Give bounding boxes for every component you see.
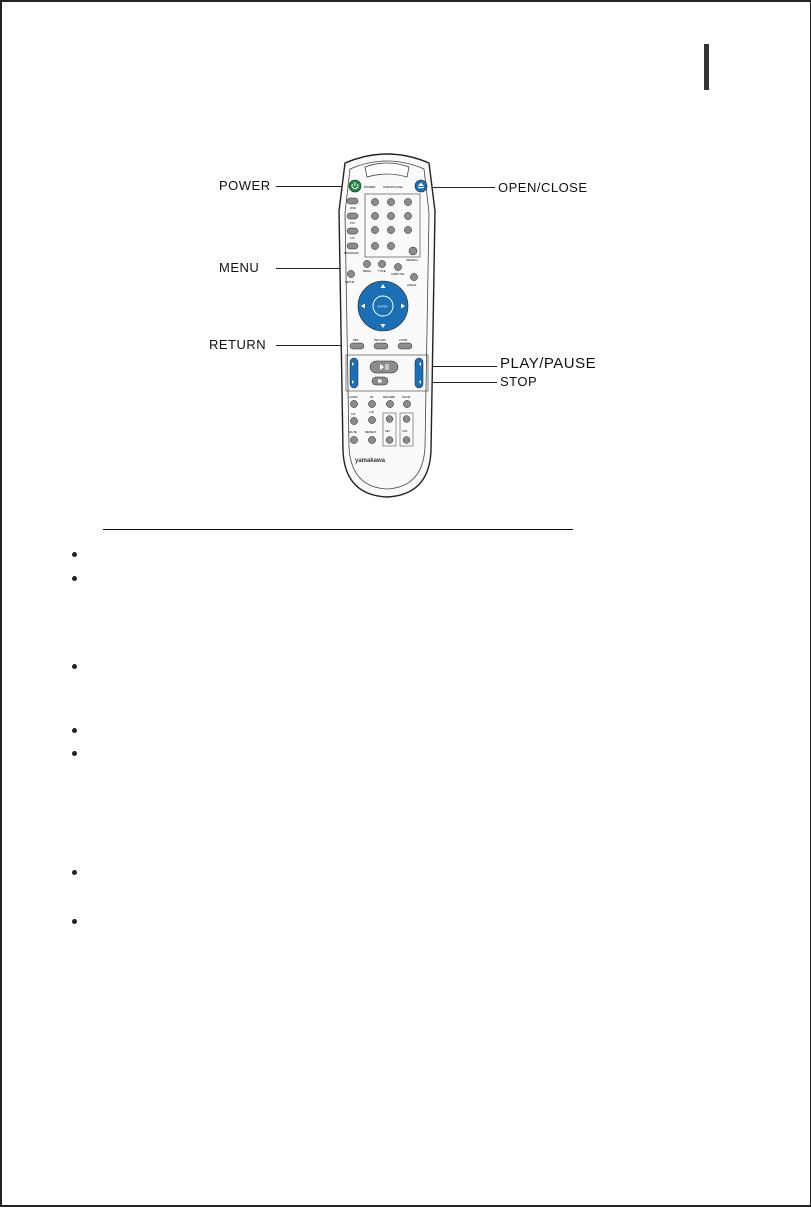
next-forward-button (415, 358, 423, 388)
repeat-label: REPEAT (365, 430, 376, 434)
mute-label: MUTE (349, 430, 357, 434)
top-border (0, 0, 810, 2)
remote-control-illustration (335, 151, 439, 499)
search-button (409, 247, 417, 255)
menu-button (363, 260, 370, 267)
title-label: TITLE (378, 269, 386, 273)
osd-button (347, 198, 358, 204)
callout-open-close: OPEN/CLOSE (498, 180, 588, 195)
audio-label: AUDIO (349, 395, 358, 399)
resume-label: RESUME (383, 395, 395, 399)
setup-label: SETUP (345, 280, 355, 284)
subtitle-label: SUBTITLE (391, 272, 405, 276)
bullet-marker (72, 576, 77, 581)
callout-return: RETURN (209, 337, 267, 352)
bullet-marker (72, 552, 77, 557)
slow-label: SLOW (402, 395, 411, 399)
section-underline (103, 529, 573, 530)
pn-button (347, 213, 358, 219)
bullet-marker (72, 664, 77, 669)
bullet-marker (72, 919, 77, 924)
program-label: PROGRAM (344, 251, 359, 255)
vol-label: VOL (402, 429, 408, 433)
return-label: RETURN (374, 338, 386, 342)
return-button (374, 343, 388, 349)
callout-power: POWER (219, 178, 271, 193)
fn-label: F/N (350, 236, 355, 240)
open-close-label: OPEN/CLOSE (383, 185, 403, 189)
prev-rewind-button (350, 358, 358, 388)
subtitle-button (394, 263, 401, 270)
page-tab-marker (704, 44, 709, 90)
setup-button (347, 270, 354, 277)
zoom-label: ZOOM (399, 338, 408, 342)
zoom-button (398, 343, 412, 349)
program-button (347, 243, 358, 249)
ab-label: A-B (369, 410, 374, 414)
bullet-marker (72, 870, 77, 875)
fn-button (347, 228, 358, 234)
lr-label: L/R (351, 412, 356, 416)
3d-label: 3D (370, 395, 374, 399)
search-label: SEARCH (406, 258, 418, 262)
bullet-marker (72, 751, 77, 756)
callout-menu: MENU (219, 260, 260, 275)
osd-label: OSD (350, 206, 357, 210)
menu-label: MENU (363, 269, 372, 273)
title-button (378, 260, 385, 267)
pbc-label: PBC (353, 338, 359, 342)
callout-stop: STOP (500, 374, 538, 389)
callout-play-pause: PLAY/PAUSE (500, 355, 597, 372)
angle-label: ANGLE (407, 283, 417, 287)
key-label: KEY (385, 429, 391, 433)
pn-label: P/N (350, 221, 355, 225)
power-label: POWER (364, 185, 376, 189)
angle-button (410, 273, 417, 280)
bullet-marker (72, 728, 77, 733)
enter-label: ENTER (377, 304, 388, 309)
brand-logo: yamakawa (355, 458, 386, 464)
pbc-button (350, 343, 364, 349)
